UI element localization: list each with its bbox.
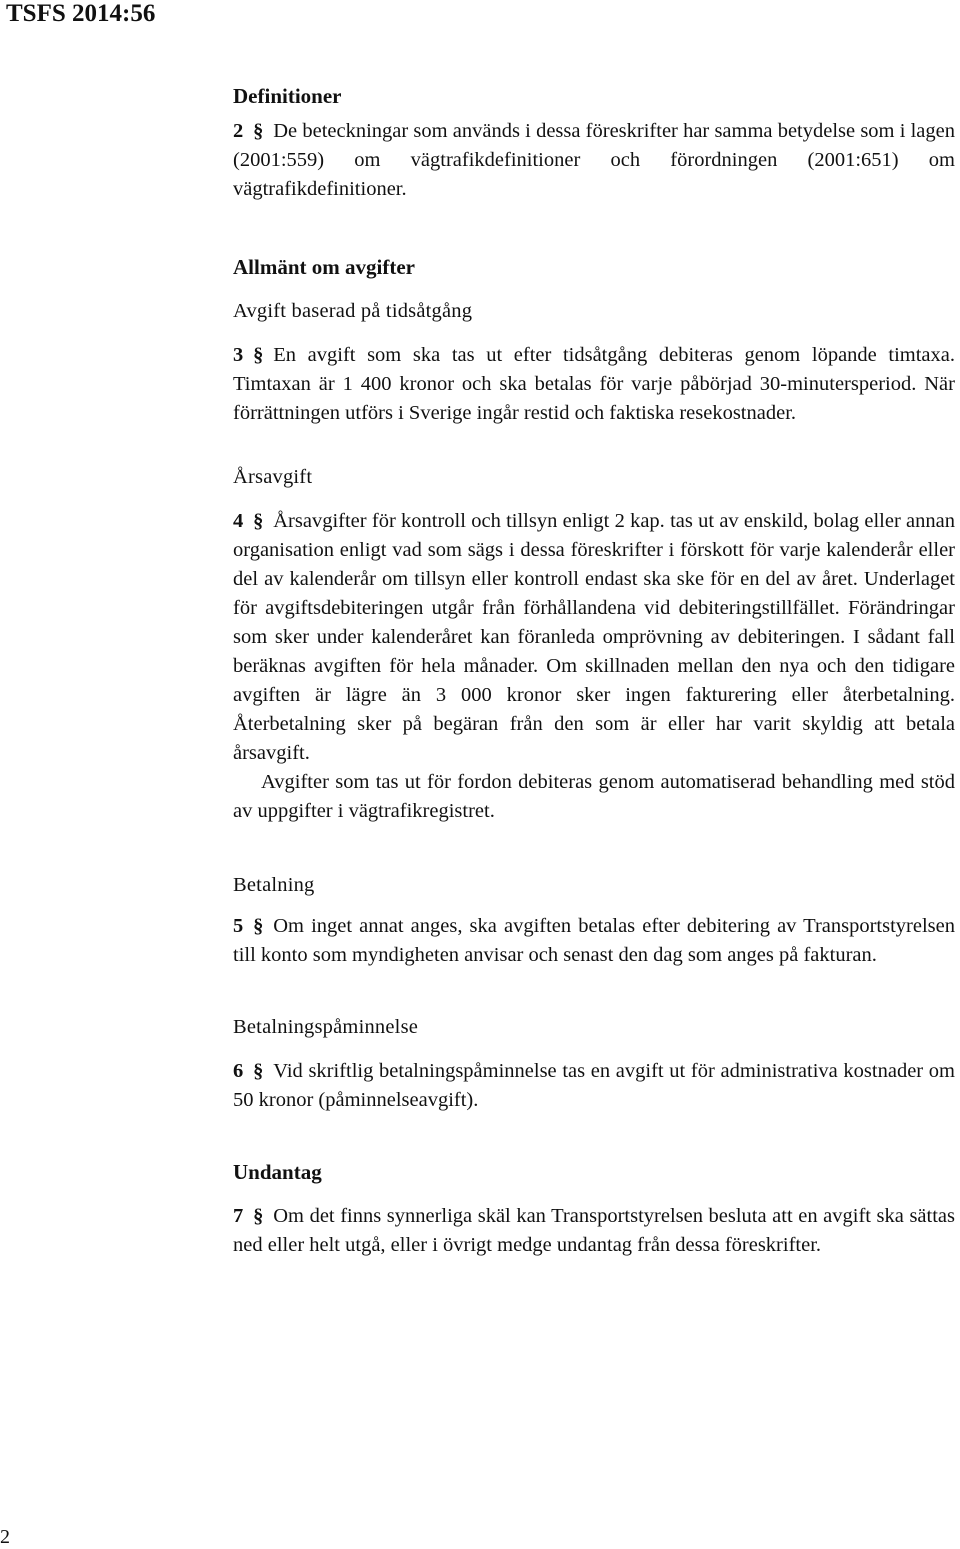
section-number: 5: [233, 915, 244, 937]
section-4-paragraph-2: Avgifter som tas ut för fordon debiteras genom automatiserad behandling med stöd av uppgifter i vägtrafikregistret.: [233, 771, 955, 822]
section-2: [233, 117, 955, 204]
section-number: 7: [233, 1205, 244, 1227]
section-7: [233, 1202, 955, 1260]
section-text: Om inget annat anges, ska avgiften betalas efter debitering av Transportstyrelsen till konto som myndigheten anvisar och senast den dag som anges på fakturan.: [233, 915, 955, 966]
subheading-betalning: Betalning: [233, 874, 315, 896]
subheading-arsavgift: Årsavgift: [233, 466, 313, 488]
subheading-avgift-tidsatgang: Avgift baserad på tidsåtgång: [233, 300, 473, 322]
section-5: [233, 912, 955, 970]
section-symbol: §: [253, 915, 264, 937]
section-text: De beteckningar som används i dessa föreskrifter har samma betydelse som i lagen (2001:559) om vägtrafikdefinitioner och förordningen (2001:651) om vägtrafikdefinitioner.: [233, 120, 955, 200]
section-4: [233, 507, 955, 768]
section-symbol: §: [253, 510, 264, 532]
section-text: En avgift som ska tas ut efter tidsåtgång debiteras genom löpande timtaxa. Timtaxan är 1 400 kronor och ska betalas för varje påbörjad 30-minutersperiod. När förrättningen utförs i Sverige ingår restid och faktiska resekostnader.: [233, 344, 955, 424]
heading-allmant-om-avgifter: Allmänt om avgifter: [233, 255, 415, 279]
section-symbol: §: [253, 1060, 264, 1082]
document-body: [233, 82, 955, 1260]
document-reference: TSFS 2014:56: [6, 0, 156, 27]
section-6: [233, 1057, 955, 1115]
section-number: 6: [233, 1060, 244, 1082]
section-symbol: §: [253, 1205, 264, 1227]
section-symbol: §: [253, 120, 264, 142]
page-number: 2: [0, 1526, 10, 1548]
heading-definitioner: Definitioner: [233, 84, 342, 108]
section-number: 4: [233, 510, 244, 532]
section-text: Vid skriftlig betalningspåminnelse tas en avgift ut för administrativa kostnader om 50 kronor (påminnelseavgift).: [233, 1060, 955, 1111]
section-text: Årsavgifter för kontroll och tillsyn enligt 2 kap. tas ut av enskild, bolag eller annan organisation enligt vad som sägs i dessa föreskrifter i förskott för varje kalenderår eller del av kalenderår om tillsyn eller kontroll endast ska ske för en del av året. Underlaget för avgiftsdebiteringen utgår från förhållandena vid debiteringstillfället. Förändringar som sker under kalenderåret kan föranleda omprövning av debiteringen. I sådant fall beräknas avgiften för hela månader. Om skillnaden mellan den nya och den tidigare avgiften är lägre än 3 000 kronor sker ingen fakturering eller återbetalning. Återbetalning sker på begäran från den som är eller har varit skyldig att betala årsavgift.: [233, 510, 955, 764]
section-3: [233, 341, 955, 428]
section-symbol: §: [253, 344, 264, 366]
subheading-betalningspaminnelse: Betalningspåminnelse: [233, 1016, 419, 1038]
heading-undantag: Undantag: [233, 1160, 322, 1184]
section-text: Om det finns synnerliga skäl kan Transportstyrelsen besluta att en avgift ska sättas ned eller helt utgå, eller i övrigt medge undantag från dessa föreskrifter.: [233, 1205, 955, 1256]
section-number: 2: [233, 120, 244, 142]
section-number: 3: [233, 344, 244, 366]
